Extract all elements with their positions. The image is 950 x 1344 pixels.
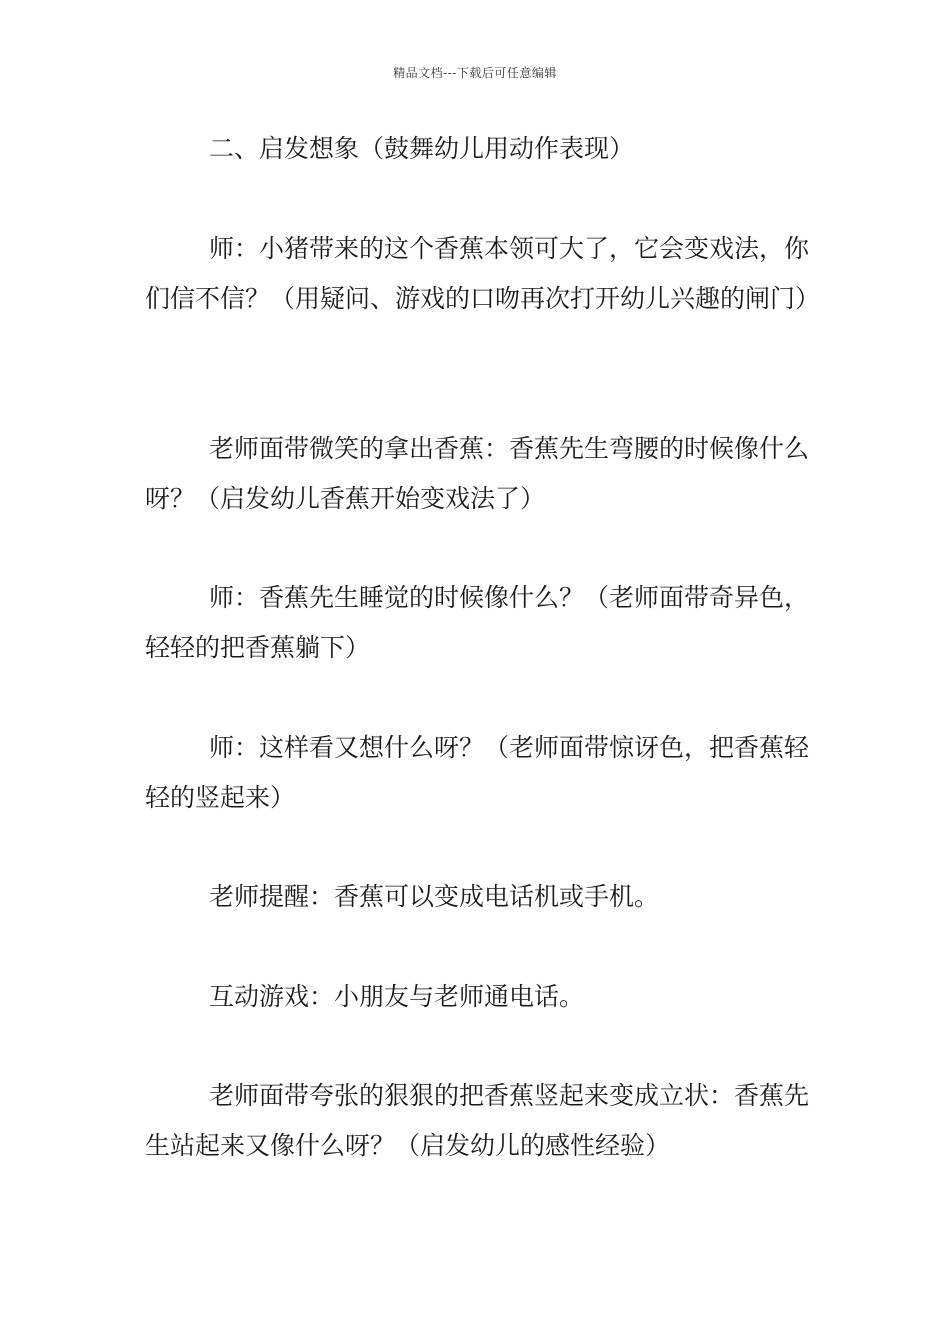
paragraph: 老师面带微笑的拿出香蕉：香蕉先生弯腰的时候像什么呀？（启发幼儿香蕉开始变戏法了） [145,434,810,513]
paragraph: 老师面带夸张的狠狠的把香蕉竖起来变成立状：香蕉先生站起来又像什么呀？（启发幼儿的感性经验） [145,1081,810,1160]
paragraph: 老师提醒：香蕉可以变成电话机或手机。 [209,882,660,911]
paragraph: 互动游戏：小朋友与老师通电话。 [209,982,585,1011]
paragraph: 师：这样看又想什么呀？（老师面带惊讶色，把香蕉轻轻的竖起来） [145,733,810,812]
paragraph: 师：小猪带来的这个香蕉本领可大了，它会变戏法，你们信不信？（用疑问、游戏的口吻再次打开幼儿兴趣的闸门） [145,234,821,313]
paragraph-section-heading: 二、启发想象（鼓舞幼儿用动作表现） [209,134,635,163]
page-header: 精品文档---下载后可任意编辑 [393,66,557,80]
paragraph: 师：香蕉先生睡觉的时候像什么？（老师面带奇异色，轻轻的把香蕉躺下） [145,583,810,662]
